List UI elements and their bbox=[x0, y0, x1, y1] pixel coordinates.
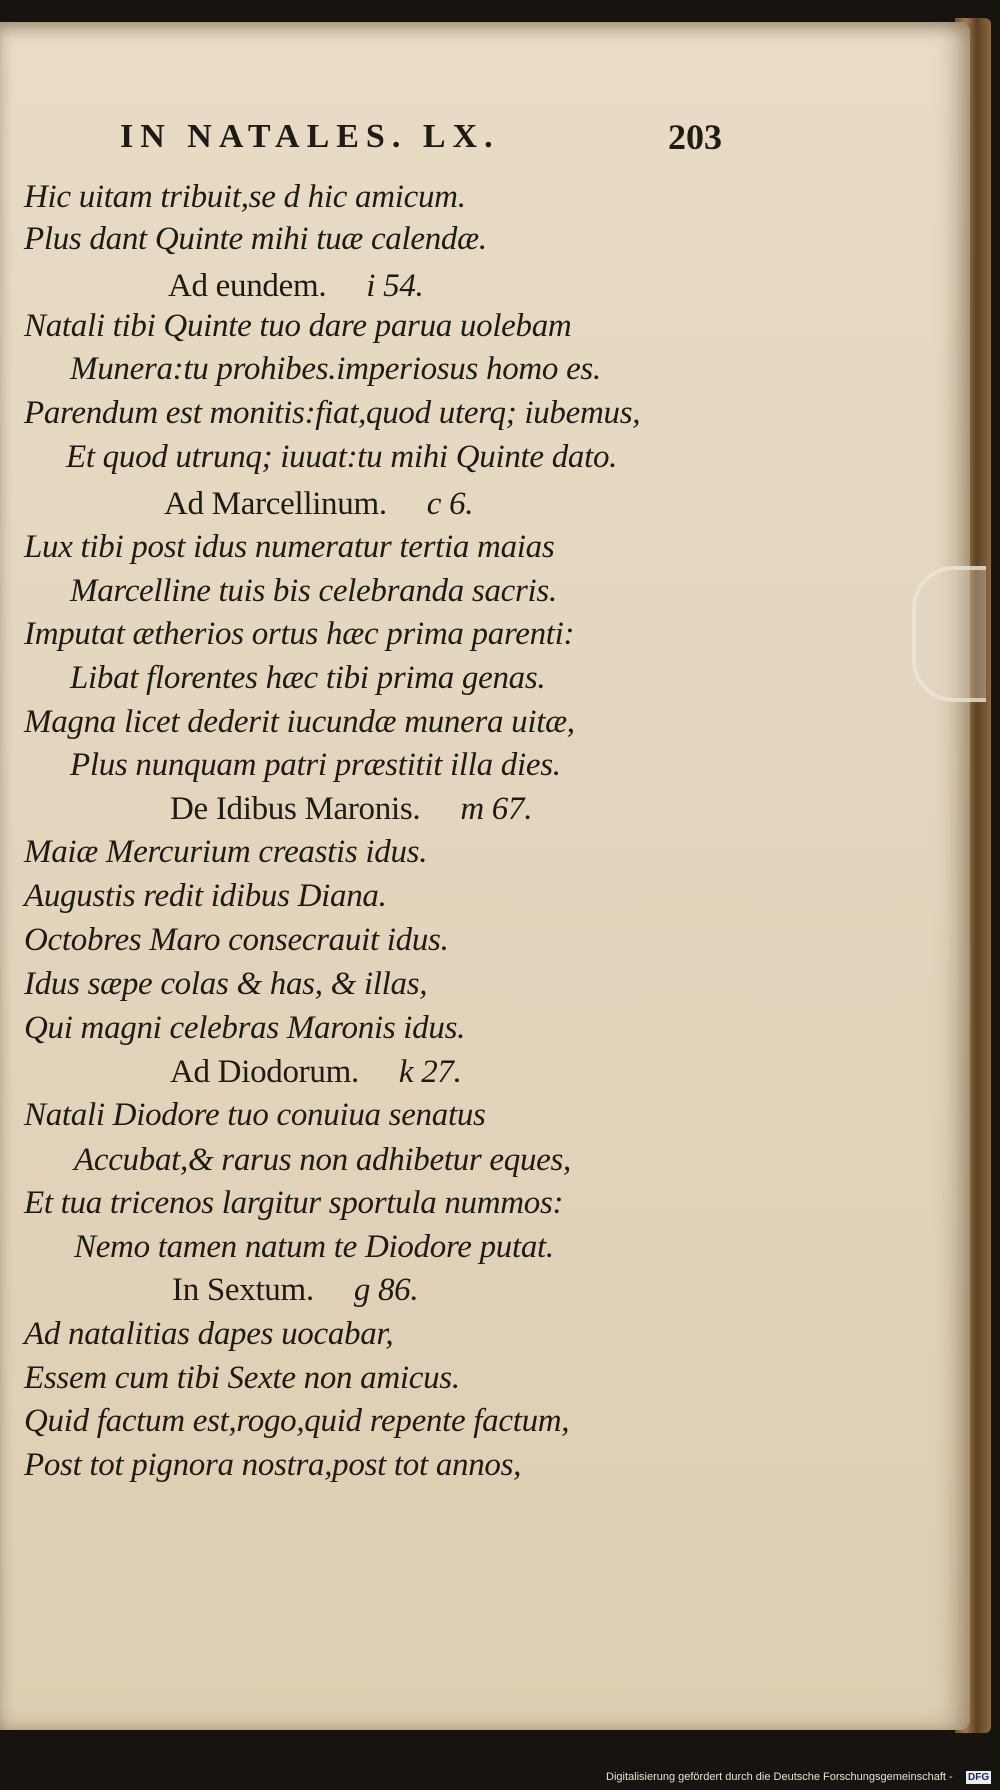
dfg-logo: DFG bbox=[968, 1772, 990, 1783]
epigram-heading bbox=[168, 266, 423, 306]
line-text: Ad natalitias dapes uocabar, bbox=[24, 1316, 394, 1352]
line-text: Octobres Maro consecrauit idus. bbox=[24, 922, 449, 958]
verse-line bbox=[70, 349, 601, 389]
folio-number: 203 bbox=[668, 117, 722, 157]
line-text: Munera:tu prohibes.imperiosus homo es. bbox=[70, 351, 601, 387]
line-text: Plus nunquam patri præstitit illa dies. bbox=[70, 747, 561, 783]
verse-line bbox=[66, 437, 617, 477]
heading-text: In Sextum. bbox=[172, 1272, 314, 1308]
line-text: Hic uitam tribuit,se d hic amicum. bbox=[24, 179, 466, 215]
line-text: Nemo tamen natum te Diodore putat. bbox=[74, 1229, 554, 1265]
epigram-heading bbox=[170, 1052, 462, 1092]
clip-tab bbox=[912, 566, 986, 702]
verse-line bbox=[24, 876, 387, 916]
verse-line bbox=[24, 393, 640, 433]
line-text: Magna licet dederit iucundæ munera uitæ, bbox=[24, 704, 575, 740]
verse-line bbox=[70, 745, 561, 785]
heading-text: Ad Diodorum. bbox=[170, 1054, 359, 1090]
line-text: Marcelline tuis bis celebranda sacris. bbox=[70, 573, 557, 609]
verse-line bbox=[74, 1140, 571, 1180]
verse-line bbox=[24, 1095, 486, 1135]
verse-line bbox=[70, 658, 545, 698]
line-text: Idus sæpe colas & has, & illas, bbox=[24, 966, 428, 1002]
line-text: Imputat ætherios ortus hæc prima parenti: bbox=[24, 616, 575, 652]
verse-line bbox=[24, 1358, 460, 1398]
verse-line bbox=[24, 614, 574, 654]
verse-line bbox=[24, 1008, 465, 1048]
epigram-heading bbox=[170, 789, 532, 829]
heading-ref: g 86. bbox=[353, 1272, 419, 1308]
line-text: Parendum est monitis:fiat,quod uterq; iubemus, bbox=[24, 395, 641, 431]
line-text: Quid factum est,rogo,quid repente factum, bbox=[24, 1403, 570, 1439]
line-text: Maiæ Mercurium creastis idus. bbox=[24, 834, 428, 870]
heading-text: Ad Marcellinum. bbox=[164, 486, 387, 522]
line-text: Natali tibi Quinte tuo dare parua uolebam bbox=[24, 308, 572, 344]
line-text: Lux tibi post idus numeratur tertia maias bbox=[24, 529, 555, 565]
line-text: Plus dant Quinte mihi tuæ calendæ. bbox=[24, 221, 487, 257]
verse-line bbox=[24, 527, 554, 567]
line-text: Accubat,& rarus non adhibetur eques, bbox=[74, 1142, 571, 1178]
verse-line bbox=[24, 964, 427, 1004]
verse-line bbox=[24, 1445, 521, 1485]
line-text: Qui magni celebras Maronis idus. bbox=[24, 1010, 466, 1046]
line-text: Augustis redit idibus Diana. bbox=[24, 878, 387, 914]
line-text: Et tua tricenos largitur sportula nummos: bbox=[24, 1185, 564, 1221]
heading-ref: k 27. bbox=[398, 1054, 462, 1090]
heading-text: Ad eundem. bbox=[168, 268, 327, 304]
verse-line bbox=[24, 702, 575, 742]
line-text: Post tot pignora nostra,post tot annos, bbox=[24, 1447, 522, 1483]
verse-line bbox=[74, 1227, 554, 1267]
line-text: Libat florentes hæc tibi prima genas. bbox=[70, 660, 546, 696]
digitization-credit: Digitalisierung gefördert durch die Deutsche Forschungsgemeinschaft - bbox=[606, 1771, 953, 1783]
verse-line bbox=[24, 177, 466, 217]
verse-line bbox=[24, 1183, 563, 1223]
verse-line bbox=[24, 832, 427, 872]
heading-ref: c 6. bbox=[426, 486, 474, 522]
verse-line bbox=[70, 571, 557, 611]
heading-text: De Idibus Maronis. bbox=[170, 791, 421, 827]
running-head: IN NATALES. LX. bbox=[120, 118, 500, 155]
line-text: Essem cum tibi Sexte non amicus. bbox=[24, 1360, 460, 1396]
epigram-heading bbox=[164, 484, 473, 524]
epigram-heading bbox=[172, 1270, 418, 1310]
line-text: Et quod utrunq; iuuat:tu mihi Quinte dato. bbox=[66, 439, 618, 475]
verse-line bbox=[24, 1401, 569, 1441]
line-text: Natali Diodore tuo conuiua senatus bbox=[24, 1097, 486, 1133]
verse-line bbox=[24, 1314, 393, 1354]
verse-line bbox=[24, 920, 449, 960]
verse-line bbox=[24, 219, 487, 259]
heading-ref: i 54. bbox=[366, 268, 424, 304]
verse-line bbox=[24, 306, 571, 346]
heading-ref: m 67. bbox=[460, 791, 533, 827]
